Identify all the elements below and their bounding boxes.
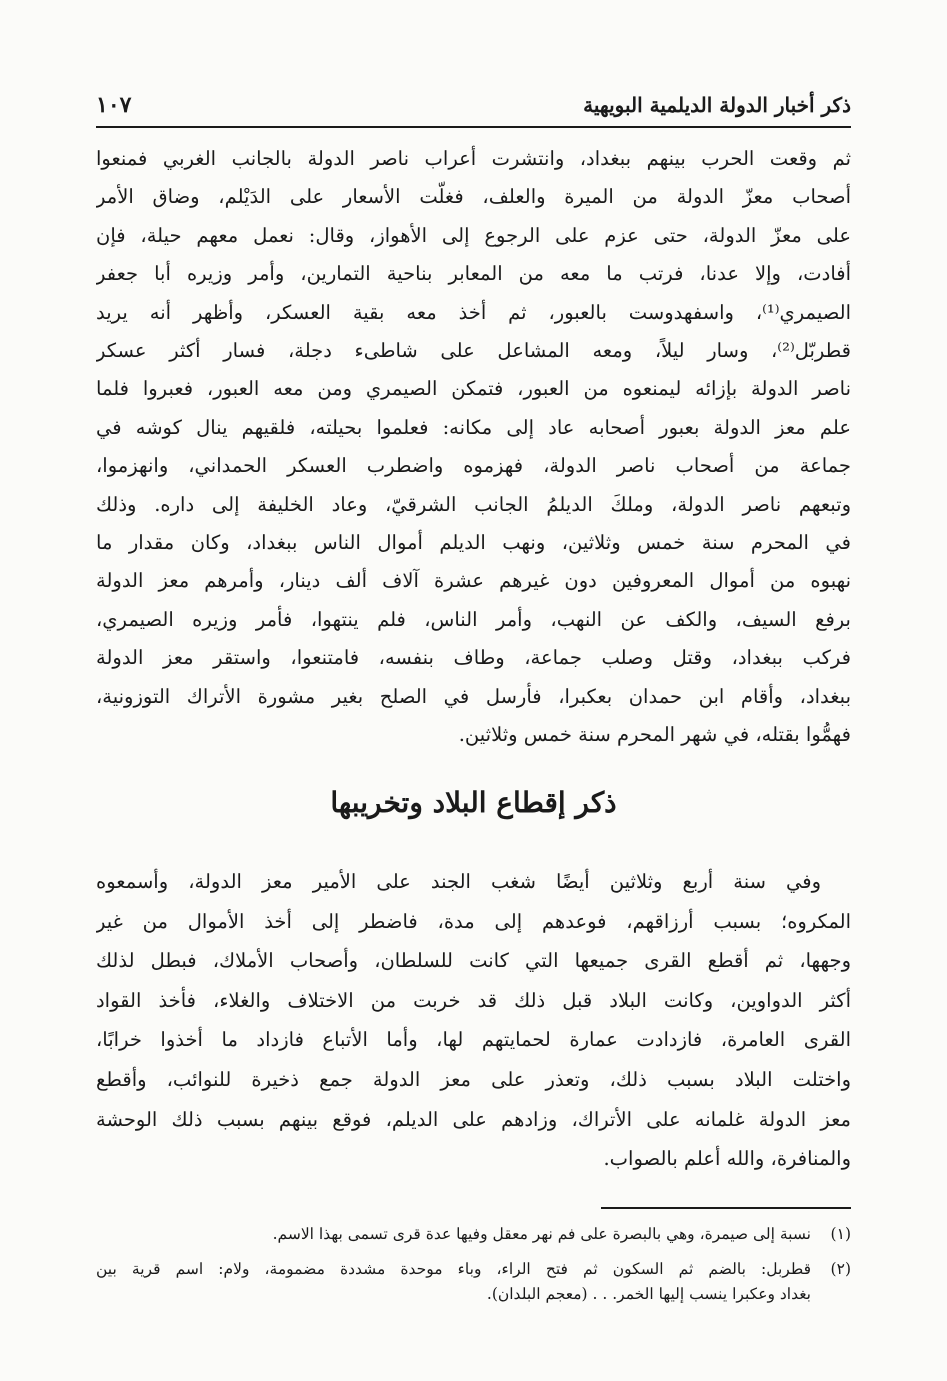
footnote-line: قطربل: بالضم ثم السكون ثم فتح الراء، وباء موحدة مشددة مضمومة، ولام: اسم قرية بين <box>96 1260 811 1278</box>
text-line: الصيمري⁽¹⁾، واسفهدوست بالعبور، ثم أخذ معه بقية العسكر، وأظهر أنه يريد <box>96 300 851 324</box>
text-line: المكروه؛ بسبب أرزاقهم، فوعدهم إلى مدة، فاضطر إلى أخذ الأموال من غير <box>96 909 851 933</box>
footnote-2 <box>96 1257 851 1307</box>
page-number: ١٠٧ <box>96 92 132 118</box>
main-paragraph <box>96 140 851 755</box>
text-line: ناصر الدولة بإزائه ليمنعوه من العبور، فتمكن الصيمري ومن معه العبور، فعبروا فلما <box>96 377 851 401</box>
text-line: فهمُّوا بقتله، في شهر المحرم سنة خمس وثلاثين. <box>458 723 851 747</box>
text-line: علم معز الدولة بعبور أصحابه عاد إلى مكانه: فعلموا بحيلته، فلقيهم ينال كوشه في <box>96 415 851 439</box>
footnote-line: بغداد وعكبرا ينسب إليها الخمر. . . (معجم البلدان). <box>486 1285 811 1303</box>
text-line: ثم وقعت الحرب بينهم ببغداد، وانتشرت أعراب ناصر الدولة بالجانب الغربي فمنعوا <box>96 147 851 170</box>
text-line: وجهها، ثم أقطع القرى جميعها التي كانت للسلطان، وأصحاب الأملاك، فبطل لذلك <box>96 949 851 973</box>
page-header <box>96 88 851 122</box>
footnote-line: نسبة إلى صيمرة، وهي بالبصرة على فم نهر معقل وفيها عدة قرى تسمى بهذا الاسم. <box>272 1225 811 1243</box>
text-line: القرى العامرة، فازدادت عمارة لحمايتهم لها، وأما الأتباع فازداد ما أخذوا خرابًا، <box>96 1028 851 1052</box>
text-line: معز الدولة غلمانه على الأتراك، وزادهم على الديلم، فوقع بينهم بسبب ذلك الوحشة <box>96 1107 851 1131</box>
text-line: في المحرم سنة خمس وثلاثين، ونهب الديلم أموال الناس ببغداد، وكان مقدار ما <box>96 531 851 555</box>
text-line: ببغداد، وأقام ابن حمدان بعكبرا، فأرسل في الصلح بغير مشورة الأتراك التوزونية، <box>96 684 851 708</box>
text-line: جماعة من أصحاب ناصر الدولة، فهزموه واضطرب العسكر الحمداني، وانهزموا، <box>96 454 851 478</box>
text-line: أكثر الدواوين، وكانت البلاد قبل ذلك قد خربت من الاختلاف والغلاء، فأخذ القواد <box>96 988 851 1012</box>
footnote-number: (٢) <box>830 1260 851 1278</box>
text-line: وفي سنة أربع وثلاثين أيضًا شغب الجند على الأمير معز الدولة، وأسمعوه <box>96 870 821 893</box>
footnote-text <box>96 1257 811 1307</box>
header-rule <box>96 126 851 128</box>
text-line: والمنافرة، والله أعلم بالصواب. <box>603 1147 851 1171</box>
text-line: نهبوه من أموال المعروفين دون غيرهم عشرة آلاف ألف دينار، وأمرهم معز الدولة <box>96 569 851 593</box>
text-line: وتبعهم ناصر الدولة، وملكَ الديلمُ الجانب الشرقيّ، وعاد الخليفة إلى داره. وذلك <box>96 492 851 516</box>
text-line: أفادت، وإلا عدنا، فرتب ما معه من المعابر بناحية التمارين، وأمر وزيره أبا جعفر <box>96 262 851 286</box>
footnote-number: (١) <box>830 1225 851 1243</box>
text-line: فركب ببغداد، وقتل وصلب جماعة، وطاف بنفسه، فامتنعوا، واستقر معز الدولة <box>96 646 851 670</box>
footnote-text <box>96 1222 811 1247</box>
running-title: ذكر أخبار الدولة الديلمية البويهية <box>583 93 851 117</box>
footnote-rule <box>601 1207 851 1209</box>
text-line: أصحاب معزّ الدولة من الميرة والعلف، فغلّت الأسعار على الدَيْلم، وضاق الأمر <box>96 185 851 209</box>
section-paragraph <box>96 862 851 1179</box>
text-line: واختلت البلاد بسبب ذلك، وتعذر على معز الدولة جمع ذخيرة للنوائب، وأقطع <box>96 1067 851 1091</box>
footnotes <box>96 1222 851 1317</box>
text-line: على معزّ الدولة، حتى عزم على الرجوع إلى الأهواز، وقال: نعمل معهم حيلة، فإن <box>96 223 851 247</box>
section-heading: ذكر إقطاع البلاد وتخريبها <box>330 786 617 819</box>
text-line: قطربّل⁽²⁾، وسار ليلاً، ومعه المشاعل على شاطىء دجلة، فسار أكثر عسكر <box>96 339 851 363</box>
footnote-1 <box>96 1222 851 1247</box>
text-line: برفع السيف، والكف عن النهب، وأمر الناس، فلم ينتهوا، فأمر وزيره الصيمري، <box>96 607 851 631</box>
